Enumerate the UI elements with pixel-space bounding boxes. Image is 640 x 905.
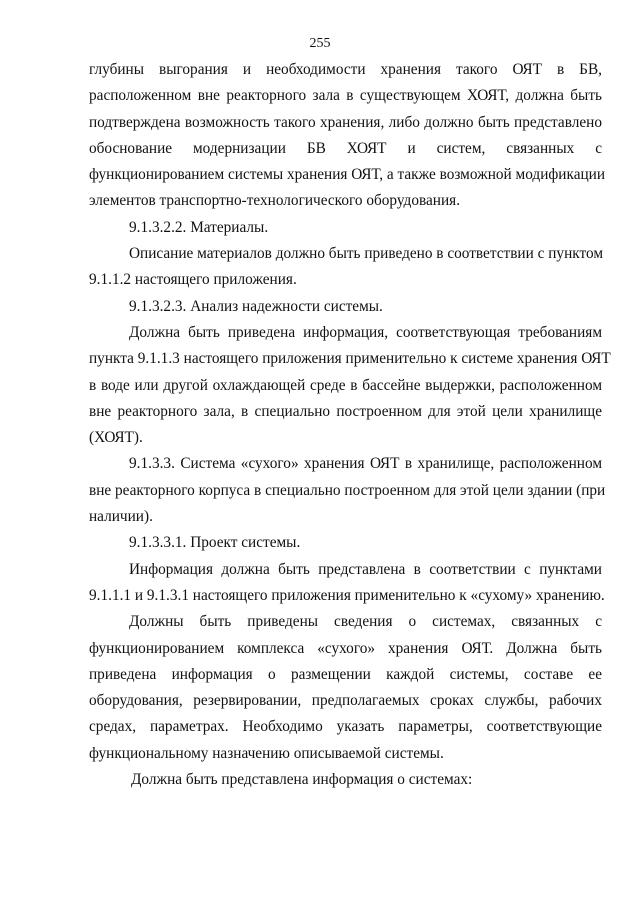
page-number: 255 xyxy=(309,36,331,51)
section-heading-dry-storage xyxy=(89,451,606,530)
text-line: функциональному назначению описываемой системы. xyxy=(89,744,444,762)
text-line: Должна быть приведена информация, соответствующая требованиям xyxy=(129,323,602,341)
paragraph-continuation xyxy=(89,57,606,215)
paragraph-system-design xyxy=(89,557,605,610)
text-line: приведена информация о размещении каждой системы, составе ее xyxy=(89,665,602,683)
text-line: подтверждена возможность такого хранения, либо должно быть представлено xyxy=(89,113,602,131)
text-line: элементов транспортно-технологического оборудования. xyxy=(89,192,461,210)
text-line: Информация должна быть представлена в соответствии с пунктами xyxy=(129,560,602,578)
text-line: 9.1.3.3. Система «сухого» хранения ОЯТ в хранилище, расположенном xyxy=(129,455,602,473)
page-body xyxy=(89,57,611,793)
text-line: расположенном вне реакторного зала в существующем ХОЯТ, должна быть xyxy=(89,87,602,105)
text-line: Должна быть представлена информация о системах: xyxy=(131,771,473,789)
text-line: Должны быть приведены сведения о системах, связанных с xyxy=(129,613,602,631)
paragraph-materials xyxy=(89,241,602,294)
text-line: 9.1.1.1 и 9.1.3.1 настоящего приложения применительно к «сухому» хранению. xyxy=(89,586,605,604)
paragraph-systems-info xyxy=(89,609,602,767)
paragraph-reliability xyxy=(89,320,611,451)
text-line: 9.1.3.3.1. Проект системы. xyxy=(129,534,301,552)
text-line: (ХОЯТ). xyxy=(89,429,143,447)
text-line: 9.1.3.2.3. Анализ надежности системы. xyxy=(129,297,383,315)
text-line: 9.1.1.2 настоящего приложения. xyxy=(89,271,297,289)
text-line: обоснование модернизации БВ ХОЯТ и систем, связанных с xyxy=(89,139,602,157)
text-line: наличии). xyxy=(89,508,153,526)
section-heading-system-design xyxy=(89,530,602,556)
text-line: оборудования, резервировании, предполагаемых сроках службы, рабочих xyxy=(89,692,602,710)
text-line: 9.1.3.2.2. Материалы. xyxy=(129,218,269,236)
text-line: глубины выгорания и необходимости хранения такого ОЯТ в БВ, xyxy=(89,61,602,78)
text-line: средах, параметрах. Необходимо указать параметры, соответствующие xyxy=(89,718,602,736)
text-line: функционированием системы хранения ОЯТ, а также возможной модификации xyxy=(89,166,606,184)
text-line: в воде или другой охлаждающей среде в бассейне выдержки, расположенном xyxy=(89,376,602,394)
text-line: пункта 9.1.1.3 настоящего приложения применительно к системе хранения ОЯТ xyxy=(89,350,611,368)
paragraph-systems-list-intro xyxy=(89,767,602,793)
text-line: функционированием комплекса «сухого» хранения ОЯТ. Должна быть xyxy=(89,639,602,657)
text-line: Описание материалов должно быть приведено в соответствии с пунктом xyxy=(129,245,604,263)
section-heading-materials xyxy=(89,215,602,241)
text-line: вне реакторного зала, в специально построенном для этой цели хранилище xyxy=(89,402,602,420)
section-heading-reliability xyxy=(89,294,602,320)
text-line: вне реакторного корпуса в специально построенном для этой цели здании (при xyxy=(89,481,606,499)
